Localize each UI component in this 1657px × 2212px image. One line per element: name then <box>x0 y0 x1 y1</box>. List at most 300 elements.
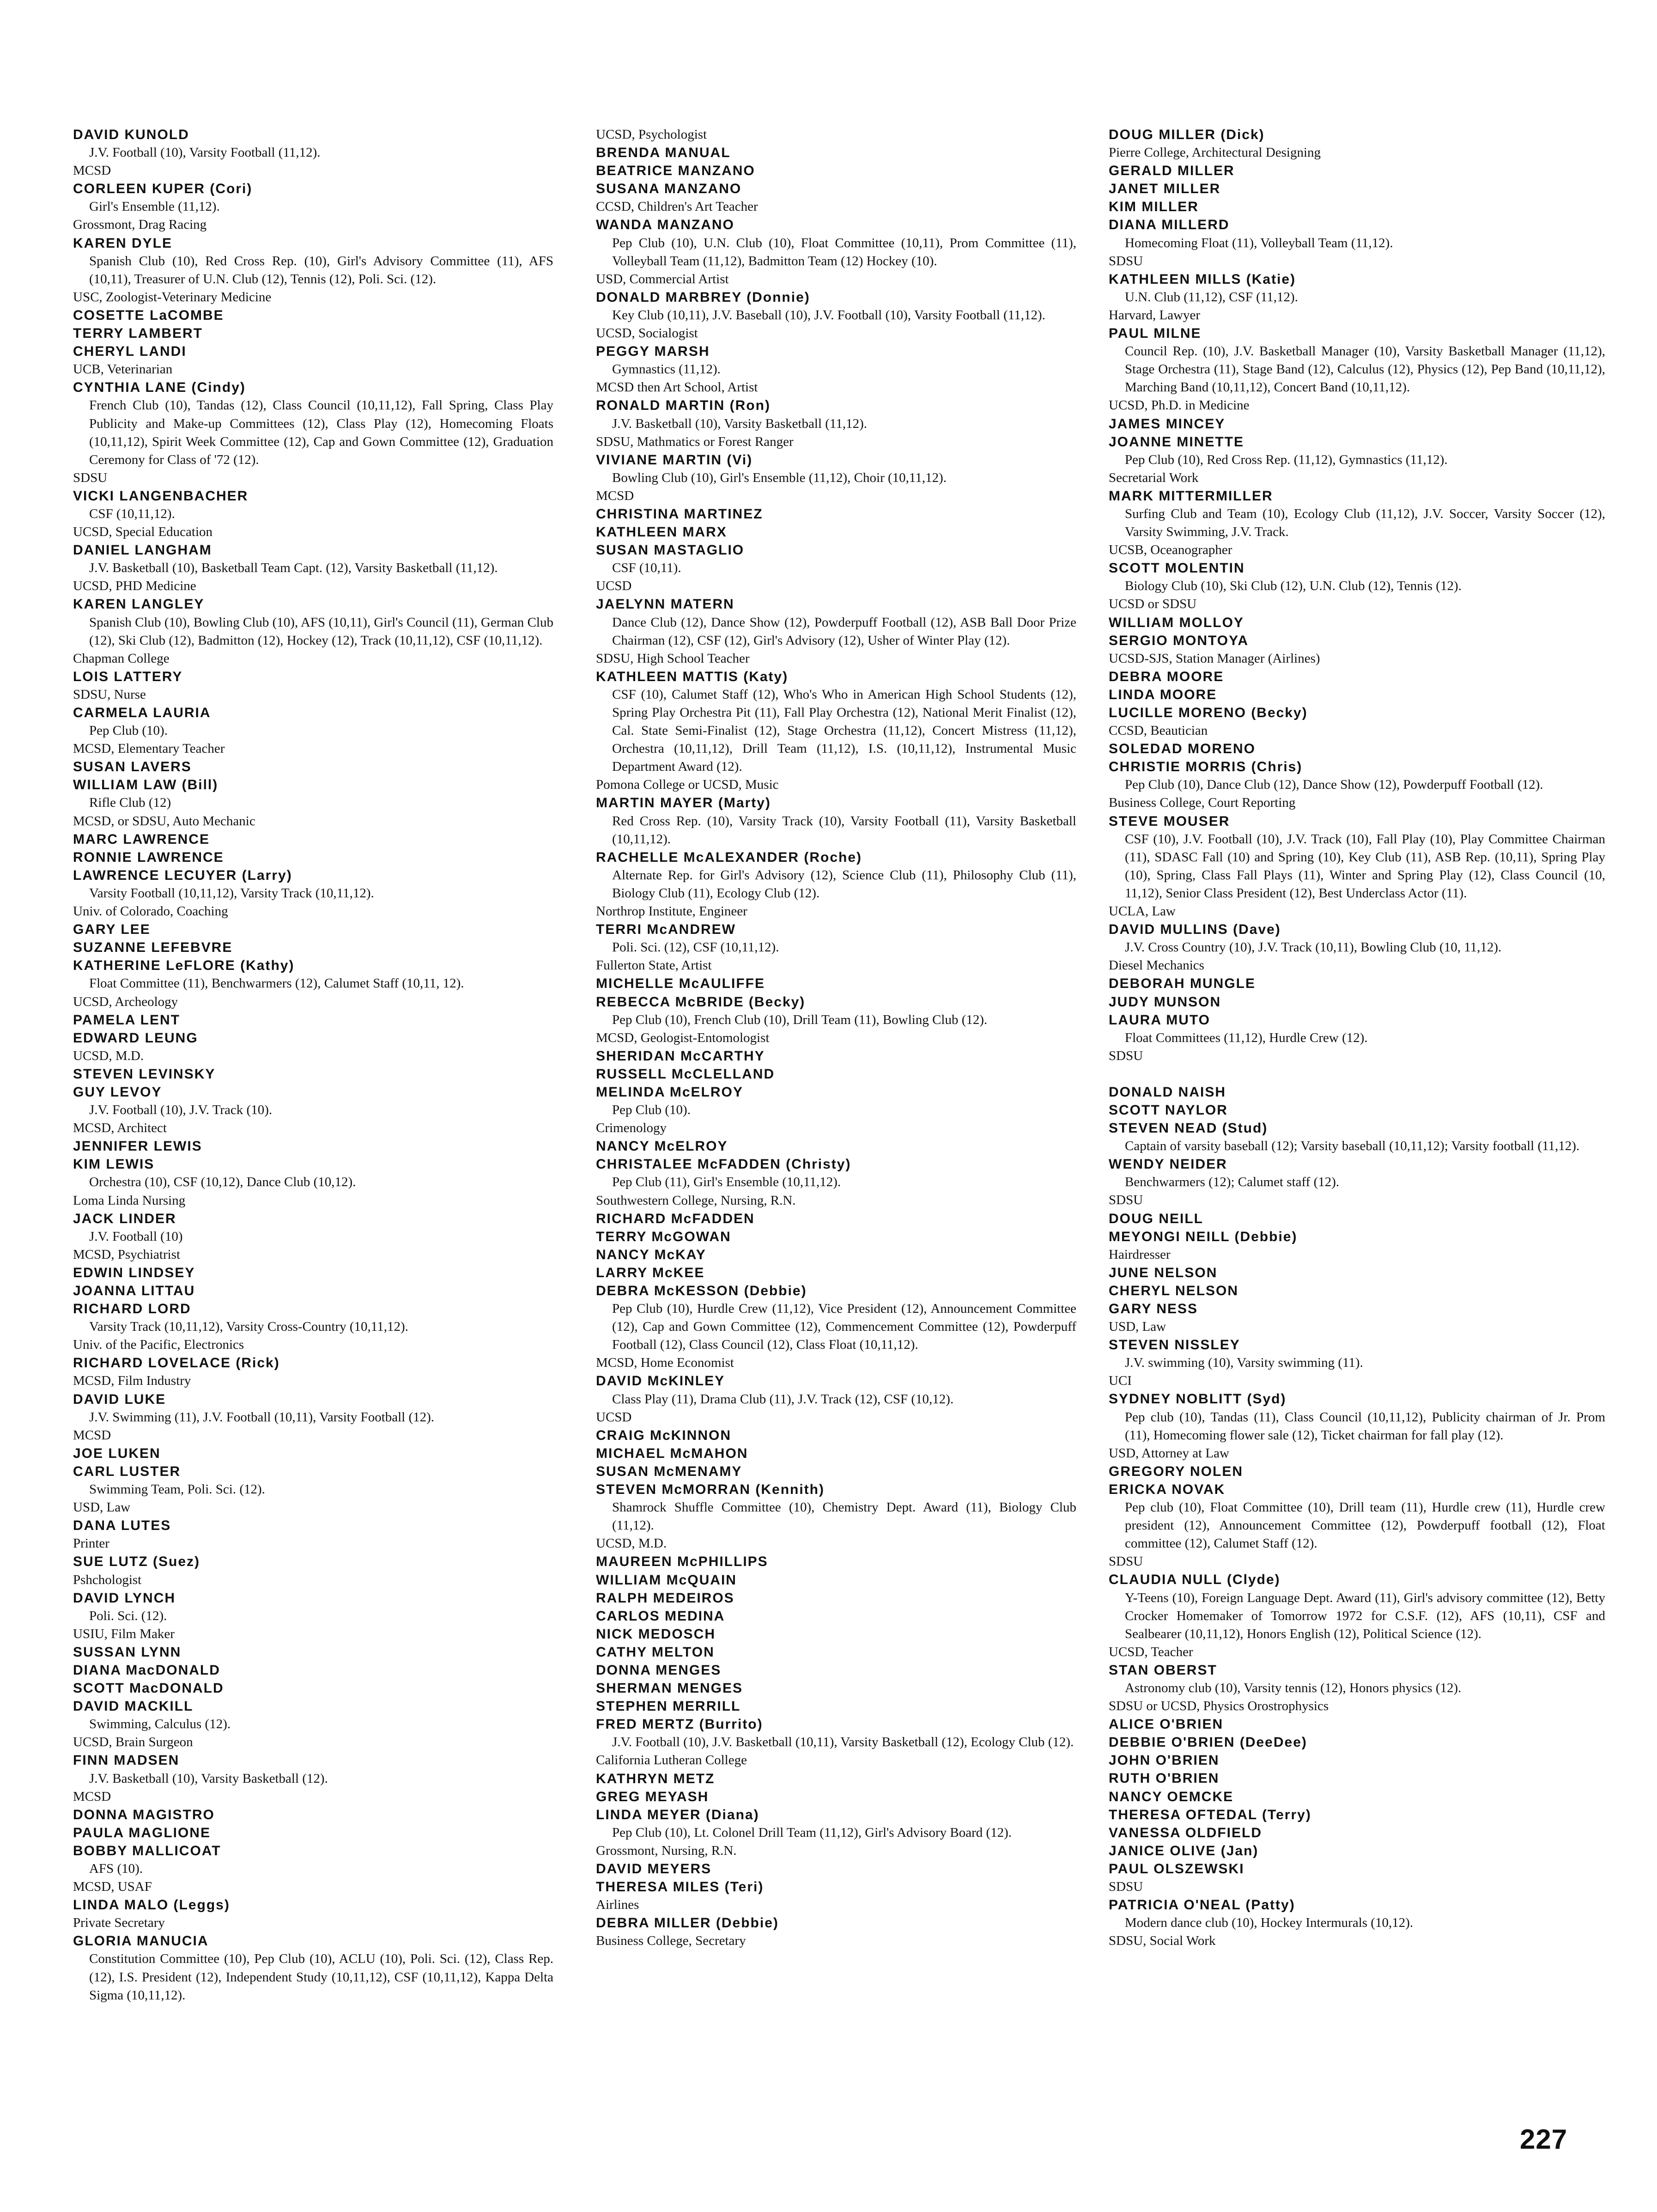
student-activities: Benchwarmers (12); Calumet staff (12). <box>1125 1175 1340 1190</box>
student-future-plans: UCSD, M.D. <box>73 1048 144 1063</box>
student-entry <box>73 126 553 180</box>
student-name: RONALD MARTIN (Ron) <box>596 398 771 414</box>
student-entry <box>73 1210 553 1264</box>
student-entry <box>73 1300 553 1354</box>
student-entry <box>1109 1264 1605 1282</box>
student-entry <box>1109 1896 1605 1950</box>
student-entry <box>1109 1824 1605 1842</box>
student-name: LINDA MEYER (Diana) <box>596 1807 759 1822</box>
student-future-plans: SDSU <box>1109 1879 1143 1894</box>
student-future-plans: UCB, Veterinarian <box>73 362 173 377</box>
student-entry <box>596 288 1076 342</box>
student-name: WILLIAM MOLLOY <box>1109 615 1244 630</box>
student-entry <box>1109 1860 1605 1896</box>
student-entry <box>73 180 553 234</box>
student-future-plans: UCI <box>1109 1373 1132 1389</box>
student-entry <box>73 541 553 595</box>
student-name: NANCY OEMCKE <box>1109 1789 1234 1804</box>
page-number: 227 <box>1520 2124 1568 2155</box>
student-future-plans: MCSD, Architect <box>73 1121 167 1136</box>
student-name: DIANA MacDONALD <box>73 1662 220 1678</box>
student-entry <box>1109 1011 1605 1065</box>
student-name: KAREN DYLE <box>73 235 173 251</box>
student-entry <box>1109 1715 1605 1733</box>
student-entry <box>73 595 553 667</box>
student-name: CARMELA LAURIA <box>73 705 211 720</box>
student-entry <box>1109 433 1605 487</box>
student-entry <box>596 1047 1076 1065</box>
student-entry <box>73 234 553 306</box>
student-entry <box>1109 614 1605 632</box>
student-name: STEVEN LEVINSKY <box>73 1066 216 1082</box>
student-name: PAULA MAGLIONE <box>73 1825 211 1840</box>
student-name: GERALD MILLER <box>1109 163 1235 179</box>
student-entry <box>73 1824 553 1842</box>
student-entry <box>596 1571 1076 1589</box>
student-entry <box>596 1914 1076 1950</box>
student-future-plans: UCSD, Psychologist <box>596 127 707 142</box>
student-name: CRAIG McKINNON <box>596 1427 732 1443</box>
student-activities: Captain of varsity baseball (12); Varsity baseball (10,11,12); Varsity football (11,12). <box>1125 1139 1580 1154</box>
student-entry <box>73 758 553 776</box>
student-activities: Pep Club (10). <box>612 1103 691 1118</box>
student-name: LUCILLE MORENO (Becky) <box>1109 705 1308 720</box>
student-name: CLAUDIA NULL (Clyde) <box>1109 1572 1281 1588</box>
student-entry <box>596 1697 1076 1715</box>
student-name: STEVE MOUSER <box>1109 813 1230 829</box>
student-name: LAWRENCE LECUYER (Larry) <box>73 867 292 883</box>
student-entry <box>1109 1083 1605 1101</box>
student-entry <box>596 993 1076 1047</box>
student-name: RALPH MEDEIROS <box>596 1590 734 1606</box>
student-name: KIM MILLER <box>1109 199 1199 215</box>
student-future-plans: Grossmont, Nursing, R.N. <box>596 1843 737 1858</box>
student-name: PAMELA LENT <box>73 1012 180 1028</box>
student-name: BOBBY MALLICOAT <box>73 1843 221 1859</box>
student-name: KAREN LANGLEY <box>73 597 205 612</box>
student-entry <box>1109 1119 1605 1155</box>
student-name: THERESA OFTEDAL (Terry) <box>1109 1807 1311 1822</box>
student-activities: CSF (10), J.V. Football (10), J.V. Track (10), Fall Play (10), Play Committee Chairman (11), SDASC Fall (10) and Spring (10), Key Club (11), ASB Rep. (10,11), Spring Play (10), Spring, Class Fall Plays (11), Winter and Spring Play (12), Class Council (10, 11,12), Senior Class President (12), Best Underclass Actor (11). <box>1125 831 1605 901</box>
student-name: VANESSA OLDFIELD <box>1109 1825 1262 1840</box>
student-entry <box>73 1462 553 1517</box>
student-entry <box>1109 415 1605 433</box>
student-entry <box>1109 162 1605 180</box>
student-entry <box>596 975 1076 993</box>
student-name: JANET MILLER <box>1109 181 1221 197</box>
student-activities: Pep Club (10), French Club (10), Drill Team (11), Bowling Club (12). <box>612 1012 988 1027</box>
student-name: GARY NESS <box>1109 1301 1198 1316</box>
student-name: CHRISTINA MARTINEZ <box>596 506 763 522</box>
student-name: DAVID MEYERS <box>596 1861 712 1877</box>
student-entry <box>1109 993 1605 1011</box>
student-future-plans: UCSD-SJS, Station Manager (Airlines) <box>1109 651 1320 666</box>
student-name: RICHARD LOVELACE (Rick) <box>73 1355 280 1371</box>
student-future-plans: SDSU, Mathmatics or Forest Ranger <box>596 434 794 449</box>
student-future-plans: USC, Zoologist-Veterinary Medicine <box>73 289 272 305</box>
student-entry <box>1109 1228 1605 1264</box>
student-entry <box>596 1589 1076 1607</box>
student-future-plans: USD, Law <box>73 1500 131 1515</box>
student-name: MARK MITTERMILLER <box>1109 488 1273 504</box>
student-name: CHRISTALEE McFADDEN (Christy) <box>596 1157 851 1172</box>
student-name: WANDA MANZANO <box>596 217 734 233</box>
student-name: MICHAEL McMAHON <box>596 1445 748 1461</box>
student-name: JENNIFER LEWIS <box>73 1139 202 1154</box>
student-activities: Rifle Club (12) <box>89 795 171 810</box>
student-future-plans: UCSD, M.D. <box>596 1536 667 1551</box>
student-name: GLORIA MANUCIA <box>73 1933 209 1949</box>
student-activities: Pep Club (10), Hurdle Crew (11,12), Vice President (12), Announcement Committee (12), Cap and Gown Committee (12), Commencement Committee (12), Powderpuff Football (12), Class Council (12), Class Float (10,11,12). <box>612 1301 1076 1353</box>
student-future-plans: SDSU, Nurse <box>73 687 146 702</box>
student-entry <box>596 396 1076 451</box>
student-name: RONNIE LAWRENCE <box>73 849 224 865</box>
student-entry <box>1109 632 1605 668</box>
student-entry <box>596 1878 1076 1914</box>
student-name: KATHLEEN MATTIS (Katy) <box>596 669 789 684</box>
student-future-plans: UCSD, Special Education <box>73 524 213 540</box>
student-name: DONNA MAGISTRO <box>73 1807 215 1822</box>
student-entry <box>596 1770 1076 1788</box>
student-entry <box>73 1354 553 1390</box>
student-entry <box>1109 487 1605 559</box>
student-future-plans: UCSD or SDSU <box>1109 597 1197 612</box>
student-name: KATHRYN METZ <box>596 1771 715 1786</box>
student-activities: Pep Club (10), Dance Club (12), Dance Show (12), Powderpuff Football (12). <box>1125 777 1543 792</box>
student-future-plans: SDSU, Social Work <box>1109 1933 1216 1949</box>
student-activities: Red Cross Rep. (10), Varsity Track (10), Varsity Football (11), Varsity Basketball (10,11,12). <box>612 813 1076 847</box>
student-entry <box>73 848 553 866</box>
student-entry <box>596 451 1076 505</box>
student-entry <box>1109 1481 1605 1571</box>
student-entry <box>1109 1806 1605 1824</box>
student-entry <box>1109 1300 1605 1336</box>
student-name: CATHY MELTON <box>596 1644 715 1660</box>
student-future-plans: UCSD, Socialogist <box>596 326 698 341</box>
student-entry <box>1109 1733 1605 1751</box>
student-name: NANCY McKAY <box>596 1247 706 1262</box>
student-name: SUSAN LAVERS <box>73 759 192 775</box>
student-entry <box>73 1137 553 1155</box>
student-name: DAVID MULLINS (Dave) <box>1109 922 1281 938</box>
student-name: VIVIANE MARTIN (Vi) <box>596 452 753 468</box>
student-entry <box>596 848 1076 920</box>
student-future-plans: Pomona College or UCSD, Music <box>596 777 779 792</box>
student-future-plans: MCSD <box>596 488 634 503</box>
student-entry <box>1109 1210 1605 1228</box>
student-entry <box>596 920 1076 975</box>
student-name: LINDA MOORE <box>1109 687 1217 702</box>
student-name: CARL LUSTER <box>73 1463 181 1479</box>
student-entry <box>596 1228 1076 1246</box>
student-name: SUZANNE LEFEBVRE <box>73 940 233 956</box>
student-entry <box>73 1264 553 1282</box>
student-future-plans: MCSD <box>73 1789 111 1804</box>
student-future-plans: Business College, Court Reporting <box>1109 795 1296 810</box>
student-activities: J.V. swimming (10), Varsity swimming (11). <box>1125 1355 1363 1371</box>
student-activities: CSF (10,11,12). <box>89 506 175 521</box>
student-entry <box>1109 216 1605 270</box>
student-future-plans: SDSU <box>1109 1554 1143 1569</box>
student-entry <box>1109 270 1605 324</box>
student-entry <box>73 776 553 830</box>
student-future-plans: Loma Linda Nursing <box>73 1193 186 1208</box>
student-entry <box>1109 1842 1605 1860</box>
student-future-plans: USIU, Film Maker <box>73 1626 175 1641</box>
student-name: ALICE O'BRIEN <box>1109 1717 1224 1732</box>
student-entry <box>596 505 1076 523</box>
student-name: JOE LUKEN <box>73 1445 161 1461</box>
student-name: SCOTT NAYLOR <box>1109 1102 1228 1118</box>
student-future-plans: SDSU <box>1109 1048 1143 1063</box>
student-name: DONALD MARBREY (Donnie) <box>596 289 810 305</box>
student-entry <box>73 1011 553 1029</box>
student-entry <box>596 1246 1076 1264</box>
student-entry <box>596 126 1076 144</box>
student-name: SUE LUTZ (Suez) <box>73 1554 200 1570</box>
student-entry <box>596 1155 1076 1209</box>
student-name: KATHERINE LeFLORE (Kathy) <box>73 958 295 974</box>
student-future-plans: Crimenology <box>596 1121 667 1136</box>
student-name: MEYONGI NEILL (Debbie) <box>1109 1229 1298 1244</box>
student-activities: J.V. Football (10), Varsity Football (11,12). <box>89 145 321 160</box>
student-name: DONNA MENGES <box>596 1662 722 1678</box>
student-entry <box>73 1065 553 1083</box>
student-name: SUSANA MANZANO <box>596 181 742 197</box>
student-entry <box>1109 559 1605 613</box>
student-activities: J.V. Football (10) <box>89 1229 183 1244</box>
student-entry <box>73 1589 553 1643</box>
student-future-plans: Univ. of Colorado, Coaching <box>73 904 228 919</box>
student-entry <box>596 1065 1076 1083</box>
student-entry <box>1109 198 1605 216</box>
student-entry <box>73 342 553 378</box>
student-future-plans: MCSD, Elementary Teacher <box>73 741 225 756</box>
student-future-plans: Pierre College, Architectural Designing <box>1109 145 1321 160</box>
student-future-plans: MCSD, Psychiatrist <box>73 1247 181 1262</box>
student-entry <box>596 1806 1076 1860</box>
student-entry <box>73 1029 553 1065</box>
student-name: MICHELLE McAULIFFE <box>596 976 765 992</box>
student-name: RICHARD LORD <box>73 1301 191 1317</box>
student-entry <box>596 668 1076 794</box>
student-future-plans: California Lutheran College <box>596 1753 747 1768</box>
student-entry <box>596 595 1076 667</box>
student-entry <box>596 1210 1076 1228</box>
column-1 <box>73 126 553 2005</box>
student-activities: Pep Club (10), Red Cross Rep. (11,12), Gymnastics (11,12). <box>1125 452 1448 467</box>
student-future-plans: UCSD, PHD Medicine <box>73 579 196 594</box>
student-entry <box>73 1553 553 1589</box>
student-name: BRENDA MANUAL <box>596 145 731 161</box>
student-entry <box>596 1625 1076 1643</box>
student-entry <box>1109 1155 1605 1209</box>
student-name: KIM LEWIS <box>73 1157 155 1172</box>
student-entry <box>73 830 553 848</box>
student-name: SUSSAN LYNN <box>73 1644 182 1660</box>
student-entry <box>73 957 553 1011</box>
student-name: EDWARD LEUNG <box>73 1030 198 1046</box>
student-entry <box>73 1643 553 1661</box>
student-entry <box>73 1083 553 1137</box>
student-name: JUNE NELSON <box>1109 1265 1218 1280</box>
student-entry <box>1109 668 1605 686</box>
student-name: RUTH O'BRIEN <box>1109 1771 1220 1786</box>
student-future-plans: Harvard, Lawyer <box>1109 307 1201 323</box>
student-name: SUSAN MASTAGLIO <box>596 542 745 558</box>
student-name: DAVID LUKE <box>73 1391 166 1407</box>
student-future-plans: Printer <box>73 1536 109 1551</box>
student-name: JOANNA LITTAU <box>73 1283 195 1298</box>
student-name: DAVID LYNCH <box>73 1590 176 1606</box>
student-activities: J.V. Swimming (11), J.V. Football (10,11), Varsity Football (12). <box>89 1409 435 1425</box>
student-name: RACHELLE McALEXANDER (Roche) <box>596 849 862 865</box>
student-entry <box>596 1426 1076 1444</box>
student-activities: Council Rep. (10), J.V. Basketball Manager (10), Varsity Basketball Manager (11,12), Stage Orchestra (11), Stage Band (12), Calculus (12), Physics (12), Pep Band (10,11,12), Marching Band (10,11,12), Concert Band (10,11,12). <box>1125 344 1605 395</box>
student-entry <box>596 1715 1076 1769</box>
column-2 <box>596 126 1076 1950</box>
student-entry <box>73 306 553 324</box>
student-name: DAVID McKINLEY <box>596 1373 725 1389</box>
student-entry <box>1109 740 1605 758</box>
student-name: STAN OBERST <box>1109 1662 1217 1678</box>
student-activities: Poli. Sci. (12). <box>89 1608 167 1623</box>
student-name: PATRICIA O'NEAL (Patty) <box>1109 1897 1295 1913</box>
student-entry <box>1109 1769 1605 1787</box>
student-future-plans: Fullerton State, Artist <box>596 958 712 973</box>
student-name: VICKI LANGENBACHER <box>73 488 249 504</box>
student-name: JAELYNN MATERN <box>596 597 734 612</box>
student-entry <box>596 1481 1076 1553</box>
student-entry <box>1109 1751 1605 1769</box>
student-entry <box>596 1462 1076 1481</box>
student-future-plans: UCSD, Ph.D. in Medicine <box>1109 398 1250 413</box>
student-future-plans: MCSD, Home Economist <box>596 1355 734 1371</box>
student-activities: Constitution Committee (10), Pep Club (10), ACLU (10), Poli. Sci. (12), Class Rep. (12), I.S. President (12), Independent Study (10,11,12), CSF (10,11,12), Kappa Delta Sigma (10,11,12). <box>89 1951 553 2003</box>
student-future-plans: SDSU <box>1109 1193 1143 1208</box>
student-name: NANCY McELROY <box>596 1139 728 1154</box>
student-future-plans: UCLA, Law <box>1109 904 1176 919</box>
student-activities: CSF (10), Calumet Staff (12), Who's Who in American High School Students (12), Spring Play Orchestra Pit (11), Fall Play Orchestra (12), National Merit Finalist (12), Cal. State Semi-Finalist (12), Stage Orchestra (11,12), Concert Mistress (11,12), Orchestra (10,11,12), Drill Team (11,12), I.S. (10,11,12), Instrumental Music Department Award (12). <box>612 687 1076 774</box>
student-entry <box>73 920 553 938</box>
student-name: CARLOS MEDINA <box>596 1608 725 1624</box>
student-future-plans: Grossmont, Drag Racing <box>73 217 207 232</box>
student-entry <box>1109 758 1605 812</box>
student-activities: Class Play (11), Drama Club (11), J.V. Track (12), CSF (10,12). <box>612 1391 954 1407</box>
student-name: STEVEN McMORRAN (Kennith) <box>596 1482 825 1498</box>
student-name: JANICE OLIVE (Jan) <box>1109 1843 1259 1859</box>
student-activities: Shamrock Shuffle Committee (10), Chemistry Dept. Award (11), Biology Club (11,12). <box>612 1500 1076 1533</box>
student-name: LOIS LATTERY <box>73 669 183 684</box>
student-future-plans: Chapman College <box>73 651 170 666</box>
student-entry <box>73 487 553 541</box>
student-entry <box>73 1155 553 1209</box>
student-entry <box>596 1661 1076 1679</box>
student-activities: AFS (10). <box>89 1861 143 1876</box>
student-entry <box>73 1806 553 1824</box>
student-activities: Y-Teens (10), Foreign Language Dept. Award (11), Girl's advisory committee (12), Betty Crocker Homemaker of Tomorrow 1972 for C.S.F. (12), AFS (10,11), CSF and Sealbearer (10,11,12), Honors English (12), Political Science (12). <box>1125 1590 1605 1641</box>
student-activities: Pep Club (11), Girl's Ensemble (10,11,12). <box>612 1175 841 1190</box>
student-name: LARRY McKEE <box>596 1265 705 1280</box>
student-entry <box>1109 704 1605 740</box>
student-activities: U.N. Club (11,12), CSF (11,12). <box>1125 289 1298 305</box>
student-name: RUSSELL McCLELLAND <box>596 1066 775 1082</box>
student-name: CHERYL LANDI <box>73 344 187 360</box>
student-entry <box>73 1842 553 1896</box>
student-entry <box>1109 1661 1605 1715</box>
student-activities: Varsity Track (10,11,12), Varsity Cross-Country (10,11,12). <box>89 1319 408 1335</box>
student-name: SERGIO MONTOYA <box>1109 633 1249 648</box>
student-entry <box>596 1137 1076 1155</box>
student-name: SOLEDAD MORENO <box>1109 741 1256 757</box>
student-name: STEPHEN MERRILL <box>596 1699 741 1714</box>
student-name: JOANNE MINETTE <box>1109 434 1244 450</box>
student-entry <box>73 1896 553 1932</box>
student-entry <box>596 1444 1076 1462</box>
student-name: WILLIAM McQUAIN <box>596 1572 737 1588</box>
student-name: SHERIDAN McCARTHY <box>596 1048 765 1064</box>
student-name: DIANA MILLERD <box>1109 217 1230 233</box>
student-entry <box>596 1553 1076 1571</box>
student-activities: Girl's Ensemble (11,12). <box>89 199 220 214</box>
student-activities: French Club (10), Tandas (12), Class Council (10,11,12), Fall Spring, Class Play Publicity and Make-up Committees (12), Class Play (12), Homecoming Floats (10,11,12), Spirit Week Committee (12), Cap and Gown Committee (12), Graduation Ceremony for Class of '72 (12). <box>89 398 553 467</box>
student-name: MARTIN MAYER (Marty) <box>596 795 771 811</box>
student-name: DEBRA MOORE <box>1109 669 1224 684</box>
student-name: DANIEL LANGHAM <box>73 542 212 558</box>
student-activities: J.V. Basketball (10), Varsity Basketball (11,12). <box>612 416 868 431</box>
student-name: GREGORY NOLEN <box>1109 1463 1244 1479</box>
student-entry <box>596 1372 1076 1426</box>
student-future-plans: SDSU <box>1109 253 1143 268</box>
student-entry <box>1109 1571 1605 1661</box>
student-entry <box>1109 324 1605 414</box>
student-name: DANA LUTES <box>73 1518 171 1534</box>
student-name: THERESA MILES (Teri) <box>596 1879 764 1895</box>
student-entry <box>596 180 1076 216</box>
student-activities: Spanish Club (10), Red Cross Rep. (10), Girl's Advisory Committee (11), AFS (10,11), Treasurer of U.N. Club (12), Tennis (12), Poli. Sci. (12). <box>89 253 553 286</box>
student-name: CORLEEN KUPER (Cori) <box>73 181 253 197</box>
student-future-plans: USD, Attorney at Law <box>1109 1445 1229 1461</box>
student-future-plans: UCSD <box>596 1409 632 1425</box>
student-entry <box>596 541 1076 595</box>
student-activities: Pep Club (10), U.N. Club (10), Float Committee (10,11), Prom Committee (11), Volleyball Team (11,12), Badmitton Team (12) Hockey (10). <box>612 235 1076 268</box>
student-entry <box>73 324 553 342</box>
student-entry <box>73 1751 553 1805</box>
student-entry <box>1109 975 1605 993</box>
student-name: ERICKA NOVAK <box>1109 1481 1226 1497</box>
student-entry <box>73 1282 553 1300</box>
student-activities: Spanish Club (10), Bowling Club (10), AFS (10,11), Girl's Council (11), German Club (12), Ski Club (12), Badmitton (12), Hockey (12), Track (10,11,12), CSF (10,11,12). <box>89 615 553 648</box>
student-name: DONALD NAISH <box>1109 1084 1226 1100</box>
section-gap <box>1109 1065 1605 1083</box>
student-future-plans: UCSD, Brain Surgeon <box>73 1735 193 1750</box>
student-entry <box>596 342 1076 396</box>
student-entry <box>596 1282 1076 1372</box>
student-name: COSETTE LaCOMBE <box>73 307 224 323</box>
student-future-plans: Secretarial Work <box>1109 470 1199 485</box>
student-name: KATHLEEN MILLS (Katie) <box>1109 271 1296 287</box>
student-future-plans: CCSD, Children's Art Teacher <box>596 199 758 214</box>
student-activities: Poli. Sci. (12), CSF (10,11,12). <box>612 940 779 955</box>
student-name: STEVEN NEAD (Stud) <box>1109 1121 1268 1136</box>
student-future-plans: MCSD <box>73 163 111 178</box>
student-name: WENDY NEIDER <box>1109 1157 1227 1172</box>
student-future-plans: UCSB, Oceanographer <box>1109 542 1232 558</box>
student-name: SCOTT MacDONALD <box>73 1681 224 1696</box>
student-name: DOUG MILLER (Dick) <box>1109 127 1265 142</box>
student-activities: Pep club (10), Tandas (11), Class Council (10,11,12), Publicity chairman of Jr. Prom (11), Homecoming flower sale (12), Ticket chairman for fall play (12). <box>1125 1409 1605 1443</box>
student-activities: J.V. Cross Country (10), J.V. Track (10,11), Bowling Club (10, 11,12). <box>1125 940 1502 955</box>
